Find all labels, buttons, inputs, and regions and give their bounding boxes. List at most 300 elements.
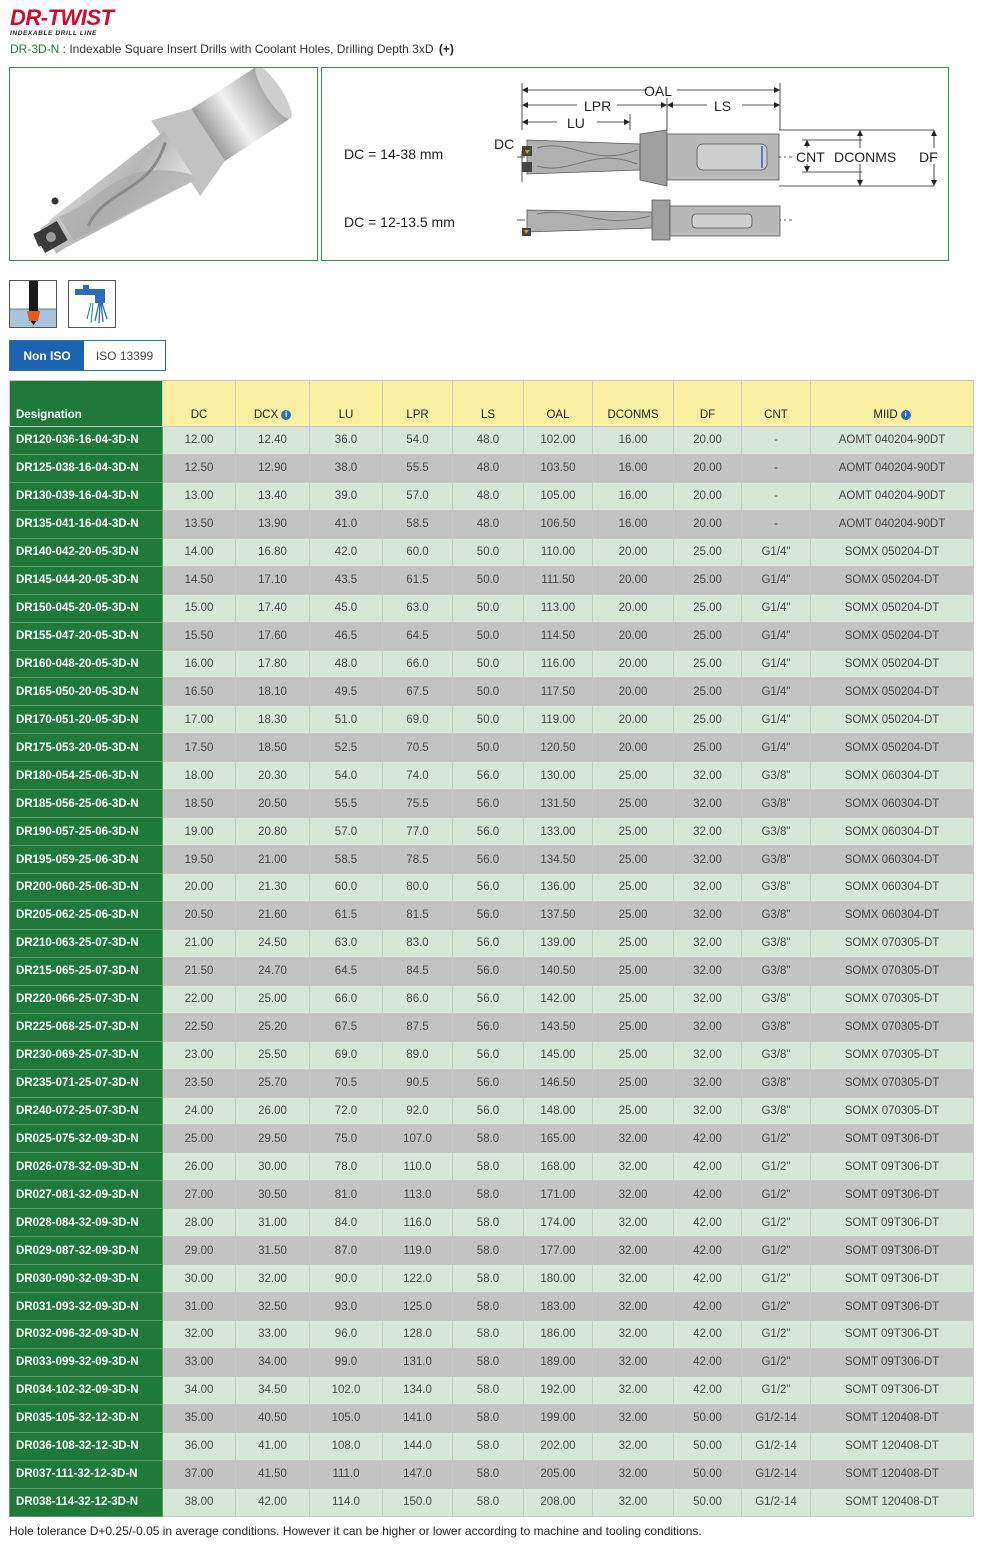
cell-designation[interactable]: DR170-051-20-05-3D-N xyxy=(10,706,163,734)
table-row[interactable] xyxy=(10,1041,974,1069)
cell-designation[interactable]: DR150-045-20-05-3D-N xyxy=(10,594,163,622)
cell-lu: 49.5 xyxy=(310,678,383,706)
cell-lpr: 107.0 xyxy=(383,1125,453,1153)
cell-designation[interactable]: DR240-072-25-07-3D-N xyxy=(10,1097,163,1125)
cell-dc: 28.00 xyxy=(163,1209,236,1237)
cell-designation[interactable]: DR031-093-32-09-3D-N xyxy=(10,1293,163,1321)
table-row[interactable] xyxy=(10,1097,974,1125)
col-header-lu[interactable]: LU xyxy=(310,381,383,427)
cell-cnt: G3/8" xyxy=(742,1069,811,1097)
cell-df: 32.00 xyxy=(674,901,742,929)
cell-lpr: 74.0 xyxy=(383,762,453,790)
brand-logo xyxy=(10,7,140,39)
cell-miid: SOMT 09T306-DT xyxy=(811,1237,974,1265)
cell-df: 42.00 xyxy=(674,1153,742,1181)
table-row[interactable] xyxy=(10,1488,974,1516)
dim-lpr-label: LPR xyxy=(584,98,612,114)
cell-miid: SOMT 120408-DT xyxy=(811,1432,974,1460)
table-row[interactable] xyxy=(10,790,974,818)
col-header-oal[interactable]: OAL xyxy=(524,381,593,427)
cell-dconms: 20.00 xyxy=(593,706,674,734)
cell-miid: SOMT 120408-DT xyxy=(811,1488,974,1516)
brand-name: DR-TWIST xyxy=(10,5,114,30)
cell-oal: 168.00 xyxy=(524,1153,593,1181)
cell-oal: 116.00 xyxy=(524,650,593,678)
cell-designation[interactable]: DR120-036-16-04-3D-N xyxy=(10,427,163,455)
cell-ls: 58.0 xyxy=(453,1376,524,1404)
cell-dconms: 16.00 xyxy=(593,427,674,455)
col-header-dconms[interactable]: DCONMS xyxy=(593,381,674,427)
cell-designation[interactable]: DR190-057-25-06-3D-N xyxy=(10,818,163,846)
cell-dcx: 31.50 xyxy=(236,1237,310,1265)
cell-designation[interactable]: DR036-108-32-12-3D-N xyxy=(10,1432,163,1460)
cell-dc: 13.50 xyxy=(163,510,236,538)
cell-df: 20.00 xyxy=(674,510,742,538)
cell-lpr: 87.5 xyxy=(383,1013,453,1041)
cell-dcx: 32.00 xyxy=(236,1265,310,1293)
table-row[interactable] xyxy=(10,510,974,538)
cell-lu: 78.0 xyxy=(310,1153,383,1181)
cell-cnt: G1/4" xyxy=(742,594,811,622)
table-row[interactable] xyxy=(10,929,974,957)
dim-df-label: DF xyxy=(919,149,938,165)
cell-miid: SOMX 050204-DT xyxy=(811,594,974,622)
cell-lpr: 66.0 xyxy=(383,650,453,678)
cell-df: 25.00 xyxy=(674,538,742,566)
cell-designation[interactable]: DR205-062-25-06-3D-N xyxy=(10,901,163,929)
cell-lu: 58.5 xyxy=(310,846,383,874)
cell-dc: 29.00 xyxy=(163,1237,236,1265)
cell-designation[interactable]: DR230-069-25-07-3D-N xyxy=(10,1041,163,1069)
cell-lu: 54.0 xyxy=(310,762,383,790)
cell-df: 50.00 xyxy=(674,1404,742,1432)
cell-oal: 145.00 xyxy=(524,1041,593,1069)
cell-dcx: 25.00 xyxy=(236,985,310,1013)
table-row[interactable] xyxy=(10,957,974,985)
table-row[interactable] xyxy=(10,1432,974,1460)
cell-lpr: 64.5 xyxy=(383,622,453,650)
cell-dc: 22.50 xyxy=(163,1013,236,1041)
cell-lu: 108.0 xyxy=(310,1432,383,1460)
cell-dc: 33.00 xyxy=(163,1348,236,1376)
cell-cnt: G3/8" xyxy=(742,901,811,929)
cell-dc: 22.00 xyxy=(163,985,236,1013)
cell-designation[interactable]: DR130-039-16-04-3D-N xyxy=(10,482,163,510)
cell-dconms: 32.00 xyxy=(593,1460,674,1488)
cell-dconms: 32.00 xyxy=(593,1125,674,1153)
cell-dconms: 20.00 xyxy=(593,734,674,762)
cell-designation[interactable]: DR140-042-20-05-3D-N xyxy=(10,538,163,566)
cell-lpr: 63.0 xyxy=(383,594,453,622)
cell-lu: 93.0 xyxy=(310,1293,383,1321)
cell-miid: SOMX 070305-DT xyxy=(811,929,974,957)
cell-designation[interactable]: DR160-048-20-05-3D-N xyxy=(10,650,163,678)
cell-lu: 64.5 xyxy=(310,957,383,985)
cell-cnt: G1/4" xyxy=(742,678,811,706)
cell-dcx: 25.50 xyxy=(236,1041,310,1069)
cell-df: 42.00 xyxy=(674,1293,742,1321)
cell-dcx: 31.00 xyxy=(236,1209,310,1237)
table-row[interactable] xyxy=(10,566,974,594)
cell-dconms: 32.00 xyxy=(593,1376,674,1404)
cell-lu: 51.0 xyxy=(310,706,383,734)
cell-oal: 189.00 xyxy=(524,1348,593,1376)
cell-cnt: G1/4" xyxy=(742,566,811,594)
dim-cnt-label: CNT xyxy=(796,149,825,165)
cell-oal: 180.00 xyxy=(524,1265,593,1293)
cell-lpr: 67.5 xyxy=(383,678,453,706)
cell-df: 42.00 xyxy=(674,1265,742,1293)
cell-designation[interactable]: DR210-063-25-07-3D-N xyxy=(10,929,163,957)
cell-oal: 148.00 xyxy=(524,1097,593,1125)
cell-df: 25.00 xyxy=(674,622,742,650)
cell-dc: 16.00 xyxy=(163,650,236,678)
cell-df: 32.00 xyxy=(674,874,742,902)
cell-miid: SOMT 09T306-DT xyxy=(811,1181,974,1209)
cell-miid: SOMT 120408-DT xyxy=(811,1404,974,1432)
cell-ls: 58.0 xyxy=(453,1348,524,1376)
cell-oal: 186.00 xyxy=(524,1321,593,1349)
cell-designation[interactable]: DR028-084-32-09-3D-N xyxy=(10,1209,163,1237)
table-row[interactable] xyxy=(10,1209,974,1237)
cell-dconms: 32.00 xyxy=(593,1432,674,1460)
cell-dconms: 20.00 xyxy=(593,594,674,622)
cell-designation[interactable]: DR220-066-25-07-3D-N xyxy=(10,985,163,1013)
cell-df: 42.00 xyxy=(674,1237,742,1265)
cell-ls: 56.0 xyxy=(453,1069,524,1097)
cell-dconms: 32.00 xyxy=(593,1209,674,1237)
cell-cnt: G1/2" xyxy=(742,1125,811,1153)
cell-df: 50.00 xyxy=(674,1488,742,1516)
cell-cnt: G3/8" xyxy=(742,1013,811,1041)
cell-cnt: - xyxy=(742,427,811,455)
cell-designation[interactable]: DR180-054-25-06-3D-N xyxy=(10,762,163,790)
col-header-designation[interactable]: Designation xyxy=(10,381,163,427)
cell-cnt: G3/8" xyxy=(742,790,811,818)
cell-df: 25.00 xyxy=(674,706,742,734)
table-row[interactable] xyxy=(10,846,974,874)
cell-designation[interactable]: DR225-068-25-07-3D-N xyxy=(10,1013,163,1041)
cell-designation[interactable]: DR027-081-32-09-3D-N xyxy=(10,1181,163,1209)
cell-dc: 12.00 xyxy=(163,427,236,455)
table-row[interactable] xyxy=(10,706,974,734)
cell-df: 32.00 xyxy=(674,762,742,790)
cell-lpr: 128.0 xyxy=(383,1321,453,1349)
table-row[interactable] xyxy=(10,454,974,482)
cell-lpr: 113.0 xyxy=(383,1181,453,1209)
cell-dconms: 32.00 xyxy=(593,1237,674,1265)
table-row[interactable] xyxy=(10,1404,974,1432)
cell-designation[interactable]: DR235-071-25-07-3D-N xyxy=(10,1069,163,1097)
cell-dcx: 33.00 xyxy=(236,1321,310,1349)
cell-designation[interactable]: DR038-114-32-12-3D-N xyxy=(10,1488,163,1516)
cell-dcx: 42.00 xyxy=(236,1488,310,1516)
cell-designation[interactable]: DR215-065-25-07-3D-N xyxy=(10,957,163,985)
cell-ls: 56.0 xyxy=(453,846,524,874)
cell-lpr: 77.0 xyxy=(383,818,453,846)
table-row[interactable] xyxy=(10,1348,974,1376)
cell-cnt: - xyxy=(742,482,811,510)
cell-designation[interactable]: DR026-078-32-09-3D-N xyxy=(10,1153,163,1181)
cell-df: 25.00 xyxy=(674,566,742,594)
cell-dc: 19.50 xyxy=(163,846,236,874)
table-row[interactable] xyxy=(10,818,974,846)
cell-ls: 48.0 xyxy=(453,482,524,510)
cell-dcx: 34.00 xyxy=(236,1348,310,1376)
cell-lpr: 81.5 xyxy=(383,901,453,929)
cell-dc: 21.00 xyxy=(163,929,236,957)
table-row[interactable] xyxy=(10,1153,974,1181)
cell-dcx: 32.50 xyxy=(236,1293,310,1321)
table-row[interactable] xyxy=(10,427,974,455)
table-row[interactable] xyxy=(10,622,974,650)
cell-dcx: 24.50 xyxy=(236,929,310,957)
cell-designation[interactable]: DR185-056-25-06-3D-N xyxy=(10,790,163,818)
cell-designation[interactable]: DR025-075-32-09-3D-N xyxy=(10,1125,163,1153)
cell-miid: SOMX 060304-DT xyxy=(811,846,974,874)
cell-dc: 19.00 xyxy=(163,818,236,846)
col-header-cnt[interactable]: CNT xyxy=(742,381,811,427)
table-row[interactable] xyxy=(10,594,974,622)
col-header-dcx-label: DCX xyxy=(253,409,279,421)
cell-ls: 50.0 xyxy=(453,706,524,734)
cell-cnt: G1/4" xyxy=(742,734,811,762)
table-row[interactable] xyxy=(10,1237,974,1265)
cell-cnt: G1/2-14 xyxy=(742,1460,811,1488)
table-row[interactable] xyxy=(10,874,974,902)
cell-oal: 131.50 xyxy=(524,790,593,818)
cell-designation[interactable]: DR195-059-25-06-3D-N xyxy=(10,846,163,874)
cell-miid: SOMT 09T306-DT xyxy=(811,1293,974,1321)
cell-ls: 56.0 xyxy=(453,1013,524,1041)
cell-lu: 46.5 xyxy=(310,622,383,650)
cell-designation[interactable]: DR029-087-32-09-3D-N xyxy=(10,1237,163,1265)
table-row[interactable] xyxy=(10,1376,974,1404)
info-icon[interactable]: i xyxy=(901,410,911,420)
table-row[interactable] xyxy=(10,1460,974,1488)
cell-ls: 48.0 xyxy=(453,454,524,482)
cell-df: 32.00 xyxy=(674,985,742,1013)
dim-dconms-label: DCONMS xyxy=(834,149,897,165)
info-icon[interactable]: i xyxy=(281,410,291,420)
cell-lu: 87.0 xyxy=(310,1237,383,1265)
cell-lu: 69.0 xyxy=(310,1041,383,1069)
drill-photo-image xyxy=(10,68,317,260)
cell-cnt: G1/4" xyxy=(742,622,811,650)
cell-ls: 58.0 xyxy=(453,1460,524,1488)
cell-dc: 36.00 xyxy=(163,1432,236,1460)
col-header-lpr[interactable]: LPR xyxy=(383,381,453,427)
cell-designation[interactable]: DR030-090-32-09-3D-N xyxy=(10,1265,163,1293)
cell-designation[interactable]: DR032-096-32-09-3D-N xyxy=(10,1321,163,1349)
cell-dconms: 25.00 xyxy=(593,790,674,818)
cell-df: 20.00 xyxy=(674,482,742,510)
cell-designation[interactable]: DR175-053-20-05-3D-N xyxy=(10,734,163,762)
cell-oal: 202.00 xyxy=(524,1432,593,1460)
cell-lpr: 141.0 xyxy=(383,1404,453,1432)
cell-lu: 55.5 xyxy=(310,790,383,818)
cell-designation[interactable]: DR165-050-20-05-3D-N xyxy=(10,678,163,706)
col-header-dcx[interactable] xyxy=(236,381,310,427)
table-header-row xyxy=(10,381,974,427)
drill-drawing xyxy=(322,68,948,260)
cell-miid: SOMT 09T306-DT xyxy=(811,1125,974,1153)
cell-dcx: 25.70 xyxy=(236,1069,310,1097)
cell-df: 32.00 xyxy=(674,1041,742,1069)
cell-dconms: 25.00 xyxy=(593,818,674,846)
cell-designation[interactable]: DR135-041-16-04-3D-N xyxy=(10,510,163,538)
cell-miid: SOMT 09T306-DT xyxy=(811,1321,974,1349)
iso-13399-tab[interactable]: ISO 13399 xyxy=(84,341,165,370)
cell-cnt: G3/8" xyxy=(742,1097,811,1125)
page-title xyxy=(10,42,454,56)
cell-dc: 31.00 xyxy=(163,1293,236,1321)
cell-lpr: 116.0 xyxy=(383,1209,453,1237)
cell-dc: 15.00 xyxy=(163,594,236,622)
table-row[interactable] xyxy=(10,1069,974,1097)
table-row[interactable] xyxy=(10,678,974,706)
cell-dcx: 21.60 xyxy=(236,901,310,929)
cell-ls: 58.0 xyxy=(453,1321,524,1349)
cell-dconms: 20.00 xyxy=(593,650,674,678)
cell-designation[interactable]: DR034-102-32-09-3D-N xyxy=(10,1376,163,1404)
cell-dc: 15.50 xyxy=(163,622,236,650)
cell-dcx: 18.10 xyxy=(236,678,310,706)
cell-oal: 137.50 xyxy=(524,901,593,929)
cell-dc: 32.00 xyxy=(163,1321,236,1349)
cell-dcx: 13.40 xyxy=(236,482,310,510)
cell-lpr: 119.0 xyxy=(383,1237,453,1265)
cell-designation[interactable]: DR125-038-16-04-3D-N xyxy=(10,454,163,482)
cell-dcx: 21.00 xyxy=(236,846,310,874)
cell-designation[interactable]: DR033-099-32-09-3D-N xyxy=(10,1348,163,1376)
cell-dcx: 30.50 xyxy=(236,1181,310,1209)
cell-dconms: 16.00 xyxy=(593,510,674,538)
table-row[interactable] xyxy=(10,762,974,790)
cell-designation[interactable]: DR155-047-20-05-3D-N xyxy=(10,622,163,650)
cell-lu: 66.0 xyxy=(310,985,383,1013)
cell-dconms: 20.00 xyxy=(593,538,674,566)
cell-dconms: 25.00 xyxy=(593,957,674,985)
table-row[interactable] xyxy=(10,538,974,566)
table-row[interactable] xyxy=(10,650,974,678)
cell-ls: 58.0 xyxy=(453,1265,524,1293)
cell-ls: 50.0 xyxy=(453,594,524,622)
cell-oal: 111.50 xyxy=(524,566,593,594)
cell-miid: SOMT 09T306-DT xyxy=(811,1209,974,1237)
cell-dcx: 41.50 xyxy=(236,1460,310,1488)
cell-df: 50.00 xyxy=(674,1460,742,1488)
table-row[interactable] xyxy=(10,1013,974,1041)
expand-toggle[interactable]: (+) xyxy=(438,42,454,56)
cell-df: 32.00 xyxy=(674,1069,742,1097)
cell-miid: SOMX 070305-DT xyxy=(811,1041,974,1069)
cell-designation[interactable]: DR200-060-25-06-3D-N xyxy=(10,874,163,902)
cell-ls: 58.0 xyxy=(453,1404,524,1432)
cell-designation[interactable]: DR037-111-32-12-3D-N xyxy=(10,1460,163,1488)
dim-lu-label: LU xyxy=(567,115,585,131)
table-row[interactable] xyxy=(10,1265,974,1293)
cell-lpr: 75.5 xyxy=(383,790,453,818)
table-row[interactable] xyxy=(10,1321,974,1349)
cell-dconms: 25.00 xyxy=(593,1013,674,1041)
cell-df: 42.00 xyxy=(674,1209,742,1237)
cell-cnt: G1/2" xyxy=(742,1376,811,1404)
cell-ls: 56.0 xyxy=(453,818,524,846)
non-iso-tab[interactable]: Non ISO xyxy=(10,341,84,370)
cell-cnt: G1/2" xyxy=(742,1237,811,1265)
cell-designation[interactable]: DR035-105-32-12-3D-N xyxy=(10,1404,163,1432)
cell-miid: SOMT 09T306-DT xyxy=(811,1348,974,1376)
table-row[interactable] xyxy=(10,734,974,762)
table-row[interactable] xyxy=(10,1125,974,1153)
cell-lu: 52.5 xyxy=(310,734,383,762)
cell-oal: 130.00 xyxy=(524,762,593,790)
cell-ls: 58.0 xyxy=(453,1237,524,1265)
cell-lu: 42.0 xyxy=(310,538,383,566)
table-row[interactable] xyxy=(10,901,974,929)
cell-dconms: 32.00 xyxy=(593,1348,674,1376)
cell-dc: 37.00 xyxy=(163,1460,236,1488)
cell-dc: 17.50 xyxy=(163,734,236,762)
col-header-dc[interactable]: DC xyxy=(163,381,236,427)
cell-oal: 140.50 xyxy=(524,957,593,985)
col-header-df[interactable]: DF xyxy=(674,381,742,427)
table-row[interactable] xyxy=(10,1181,974,1209)
cell-dc: 25.00 xyxy=(163,1125,236,1153)
cell-lpr: 78.5 xyxy=(383,846,453,874)
table-row[interactable] xyxy=(10,1293,974,1321)
cell-dcx: 18.30 xyxy=(236,706,310,734)
cell-cnt: G1/2" xyxy=(742,1209,811,1237)
table-row[interactable] xyxy=(10,482,974,510)
cell-dc: 26.00 xyxy=(163,1153,236,1181)
cell-miid: SOMX 070305-DT xyxy=(811,957,974,985)
cell-dc: 17.00 xyxy=(163,706,236,734)
cell-cnt: G1/2" xyxy=(742,1153,811,1181)
col-header-ls[interactable]: LS xyxy=(453,381,524,427)
cell-cnt: - xyxy=(742,454,811,482)
cell-dcx: 25.20 xyxy=(236,1013,310,1041)
cell-lu: 72.0 xyxy=(310,1097,383,1125)
dim-ls-label: LS xyxy=(714,98,732,114)
cell-lpr: 58.5 xyxy=(383,510,453,538)
col-header-miid[interactable] xyxy=(811,381,974,427)
cell-lpr: 90.5 xyxy=(383,1069,453,1097)
cell-dcx: 20.30 xyxy=(236,762,310,790)
cell-dcx: 29.50 xyxy=(236,1125,310,1153)
cell-df: 20.00 xyxy=(674,427,742,455)
cell-lu: 99.0 xyxy=(310,1348,383,1376)
cell-lu: 45.0 xyxy=(310,594,383,622)
cell-dconms: 32.00 xyxy=(593,1293,674,1321)
cell-df: 25.00 xyxy=(674,734,742,762)
cell-lu: 48.0 xyxy=(310,650,383,678)
cell-oal: 136.00 xyxy=(524,874,593,902)
cell-ls: 50.0 xyxy=(453,650,524,678)
cell-lpr: 70.5 xyxy=(383,734,453,762)
cell-designation[interactable]: DR145-044-20-05-3D-N xyxy=(10,566,163,594)
dim-oal-label: OAL xyxy=(644,83,673,99)
cell-oal: 192.00 xyxy=(524,1376,593,1404)
specification-table xyxy=(9,380,973,1517)
cell-df: 32.00 xyxy=(674,790,742,818)
cell-lu: 90.0 xyxy=(310,1265,383,1293)
table-row[interactable] xyxy=(10,985,974,1013)
cell-dconms: 32.00 xyxy=(593,1488,674,1516)
cell-dconms: 25.00 xyxy=(593,762,674,790)
cell-ls: 58.0 xyxy=(453,1209,524,1237)
